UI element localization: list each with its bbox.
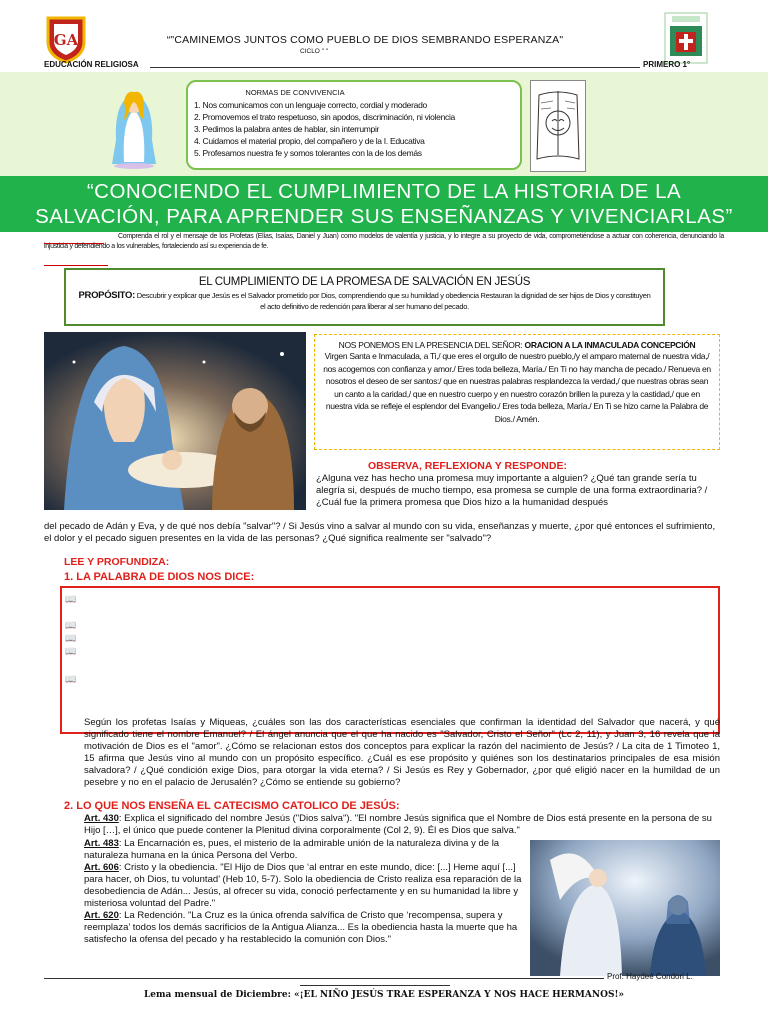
bible-verses-box bbox=[60, 586, 720, 734]
purpose-body: Descubrir y explicar que Jesús es el Salvador prometido por Dios, comprendiendo que su humildad y obediencia Restauran la dignidad de ser hijos de Dios y constituyen el acto definitivo de redención para liberar al ser humano del pecado. bbox=[136, 291, 651, 311]
art-483-text: : La Encarnación es, pues, el misterio de la admirable unión de la naturaleza divina y de la naturaleza humana en la única Persona del Verbo. bbox=[84, 838, 500, 861]
monthly-motto: Lema mensual de Diciembre: «¡EL NIÑO JESÚS TRAE ESPERANZA Y NOS HACE HERMANOS!» bbox=[143, 990, 625, 1000]
subject-label: EDUCACIÓN RELIGIOSA bbox=[44, 60, 139, 69]
norm-item: 2. Promovemos el trato respetuoso, sin apodos, discriminación, ni violencia bbox=[194, 112, 455, 122]
competence-text: Comprenda el rol y el mensaje de los Profetas (Elías, Isaías, Daniel y Juan) como modelos de valentía y justicia, y lo integre a su proyecto de vida, comprometiéndose a actuar con coherencia, denunciando la injusticia y defendiendo a los vulnerables, fortaleciendo así su experiencia de fe. bbox=[44, 233, 724, 250]
book-icon: 📖 bbox=[65, 674, 77, 684]
prayer-text: Virgen Santa e Inmaculada, a Ti,/ que eres el orgullo de nuestro pueblo,/y el amparo maternal de nuestra vida,/ nos acogemos con confianza y amor./ Eres toda belleza, María./ En Ti no hay mancha de pecado./ Renueva en nosotros el deseo de ser santos:/ que en nuestras palabras resplandezca la verdad,/ que nuestras obras sean un canto a la caridad,/ que en nuestro cuerpo y en nuestro corazón brillen la pureza y la castidad,/ que en nuestra vida se refleje el esplendor del Evangelio./ Eres toda belleza, María./ En Ti se hizo carne la Palabra de Dios./ Amén. bbox=[323, 351, 711, 424]
campaign-logo bbox=[664, 12, 708, 64]
norms-box bbox=[186, 80, 522, 170]
catechism-art-483 bbox=[84, 838, 524, 862]
school-motto: “"CAMINEMOS JUNTOS COMO PUEBLO DE DIOS SEMBRANDO ESPERANZA" bbox=[166, 34, 564, 46]
observe-questions-a: ¿Alguna vez has hecho una promesa muy importante a alguien? ¿Qué tan grande sería tu alegría si, después de mucho tiempo, esa promesa se cumple de una forma extraordinaria? / ¿Cuál fue la primera promesa que Dios hizo a la humanidad después bbox=[316, 473, 708, 508]
session-title-line1: “CONOCIENDO EL CUMPLIMIENTO DE LA HISTORIA DE LA bbox=[86, 180, 682, 203]
promise-title: EL CUMPLIMIENTO DE LA PROMESA DE SALVACIÓN EN JESÚS bbox=[198, 276, 531, 288]
art-483-label: Art. 483 bbox=[84, 838, 119, 849]
header-divider bbox=[150, 67, 640, 68]
observe-questions-b: del pecado de Adán y Eva, y de qué nos debía "salvar"? / Si Jesús vino a salvar al mundo con su vida, enseñanzas y muerte, ¿por qué entonces el sufrimiento, el dolor y el pecado siguen presentes en la vida de las personas? ¿Qué significa realmente ser "salvado"? bbox=[44, 521, 716, 544]
grade-label: PRIMERO 1° bbox=[643, 60, 691, 69]
prayer-intro: NOS PONEMOS EN LA PRESENCIA DEL SEÑOR: bbox=[338, 340, 523, 350]
competence-marker-2 bbox=[44, 265, 108, 266]
prayer-heading bbox=[321, 340, 713, 350]
norm-item: 5. Profesamos nuestra fe y somos tolerantes con la de los demás bbox=[194, 148, 422, 158]
catechism-art-430 bbox=[84, 813, 720, 837]
catechism-art-606 bbox=[84, 862, 524, 910]
school-logo bbox=[44, 14, 88, 64]
cycle-label: CICLO " " bbox=[300, 48, 329, 55]
reflection-questions: Según los profetas Isaías y Miqueas, ¿cuáles son las dos características esenciales que confirman la identidad del Salvador que nacerá, y qué significado tiene el nombre Emanuel? / El ángel anuncia que el que ha nacido es "Salvador, Cristo el Señor" (Lc 2, 11), y Juan 3, 16 revela que la motivación de Dios es el "amor". ¿Cómo se relacionan estos dos conceptos para explicar la razón del nacimiento de Jesús? / La cita de 1 Timoteo 1, 15 afirma que Jesús vino al mundo con un propósito específico. ¿Cuál es ese propósito y quiénes son los destinatarios principales de esa misión salvadora? / ¿Qué condición exige Dios, para otorgar la vida eterna? / Si Jesús es Rey y Gobernador, ¿por qué eligió nacer en la humildad de un pesebre y no en el palacio de Jerusalén? ¿Cómo se entiende su gobierno? bbox=[84, 717, 720, 788]
observe-title: OBSERVA, REFLEXIONA Y RESPONDE: bbox=[368, 460, 567, 472]
purpose-text bbox=[76, 290, 653, 312]
bible-drawing bbox=[530, 80, 586, 172]
prayer-title: ORACION A LA INMACULADA CONCEPCIÓN bbox=[524, 340, 696, 350]
catechism-articles bbox=[84, 838, 524, 946]
svg-text:GA: GA bbox=[53, 31, 79, 49]
book-icon: 📖 bbox=[65, 633, 77, 643]
word-of-god-title: 1. LA PALABRA DE DIOS NOS DICE: bbox=[64, 571, 255, 583]
promise-box bbox=[64, 268, 665, 326]
catechism-art-620 bbox=[84, 910, 524, 946]
art-606-text: : Cristo y la obediencia. "El Hijo de Dios que ‘al entrar en este mundo, dice: [...] Heme aquí [...] para hacer, oh Dios, tu voluntad’ (Heb 10, 5-7). Solo la obediencia de Cristo realiza esa reparación de la desobediencia de Adán... Jesús, al ofrecer su vida, conoció perfectamente y en su humanidad la libre y misteriosa voluntad del Padre." bbox=[84, 862, 522, 909]
teacher-name: Prof. Haydeé Condori L. bbox=[607, 972, 693, 981]
purpose-label: PROPÓSITO: bbox=[78, 290, 135, 301]
footer-divider bbox=[44, 978, 604, 979]
footer-divider-2 bbox=[300, 985, 450, 986]
norm-item: 1. Nos comunicamos con un lenguaje correcto, cordial y moderado bbox=[194, 100, 427, 110]
session-title-banner bbox=[0, 176, 768, 232]
book-icon: 📖 bbox=[65, 620, 77, 630]
annunciation-image bbox=[530, 840, 720, 976]
art-620-text: : La Redención. "La Cruz es la única ofrenda salvífica de Cristo que ‘recompensa, supera y reemplaza’ todos los demás sacrificios de la Antigua Alianza... Es la obediencia hasta la muerte que ha satisfecho la ofensa del pecado y ha restablecido la comunión con Dios." bbox=[84, 910, 518, 945]
art-430-text: : Explica el significado del nombre Jesús ("Dios salva"). "El nombre Jesús significa que el Nombre de Dios está presente en la persona de su Hijo […], el único que puede contener la Plenitud divina corporalmente (Col 2, 9). Él es Dios que salva." bbox=[84, 813, 712, 836]
read-section-title: LEE Y PROFUNDIZA: bbox=[64, 556, 170, 568]
norm-item: 4. Cuidamos el material propio, del compañero y de la I. Educativa bbox=[194, 136, 425, 146]
book-icon: 📖 bbox=[65, 594, 77, 604]
art-620-label: Art. 620 bbox=[84, 910, 119, 921]
art-606-label: Art. 606 bbox=[84, 862, 119, 873]
prayer-box bbox=[314, 334, 720, 450]
book-icon: 📖 bbox=[65, 646, 77, 656]
nativity-image bbox=[44, 332, 306, 510]
norms-title: NORMAS DE CONVIVENCIA bbox=[245, 88, 345, 97]
norm-item: 3. Pedimos la palabra antes de hablar, sin interrumpir bbox=[194, 124, 380, 134]
session-title-line2: SALVACIÓN, PARA APRENDER SUS ENSEÑANZAS Y VIVENCIARLAS” bbox=[35, 205, 733, 228]
art-430-label: Art. 430 bbox=[84, 813, 119, 824]
catechism-title: 2. LO QUE NOS ENSEÑA EL CATECISMO CATOLICO DE JESÚS: bbox=[64, 800, 400, 812]
